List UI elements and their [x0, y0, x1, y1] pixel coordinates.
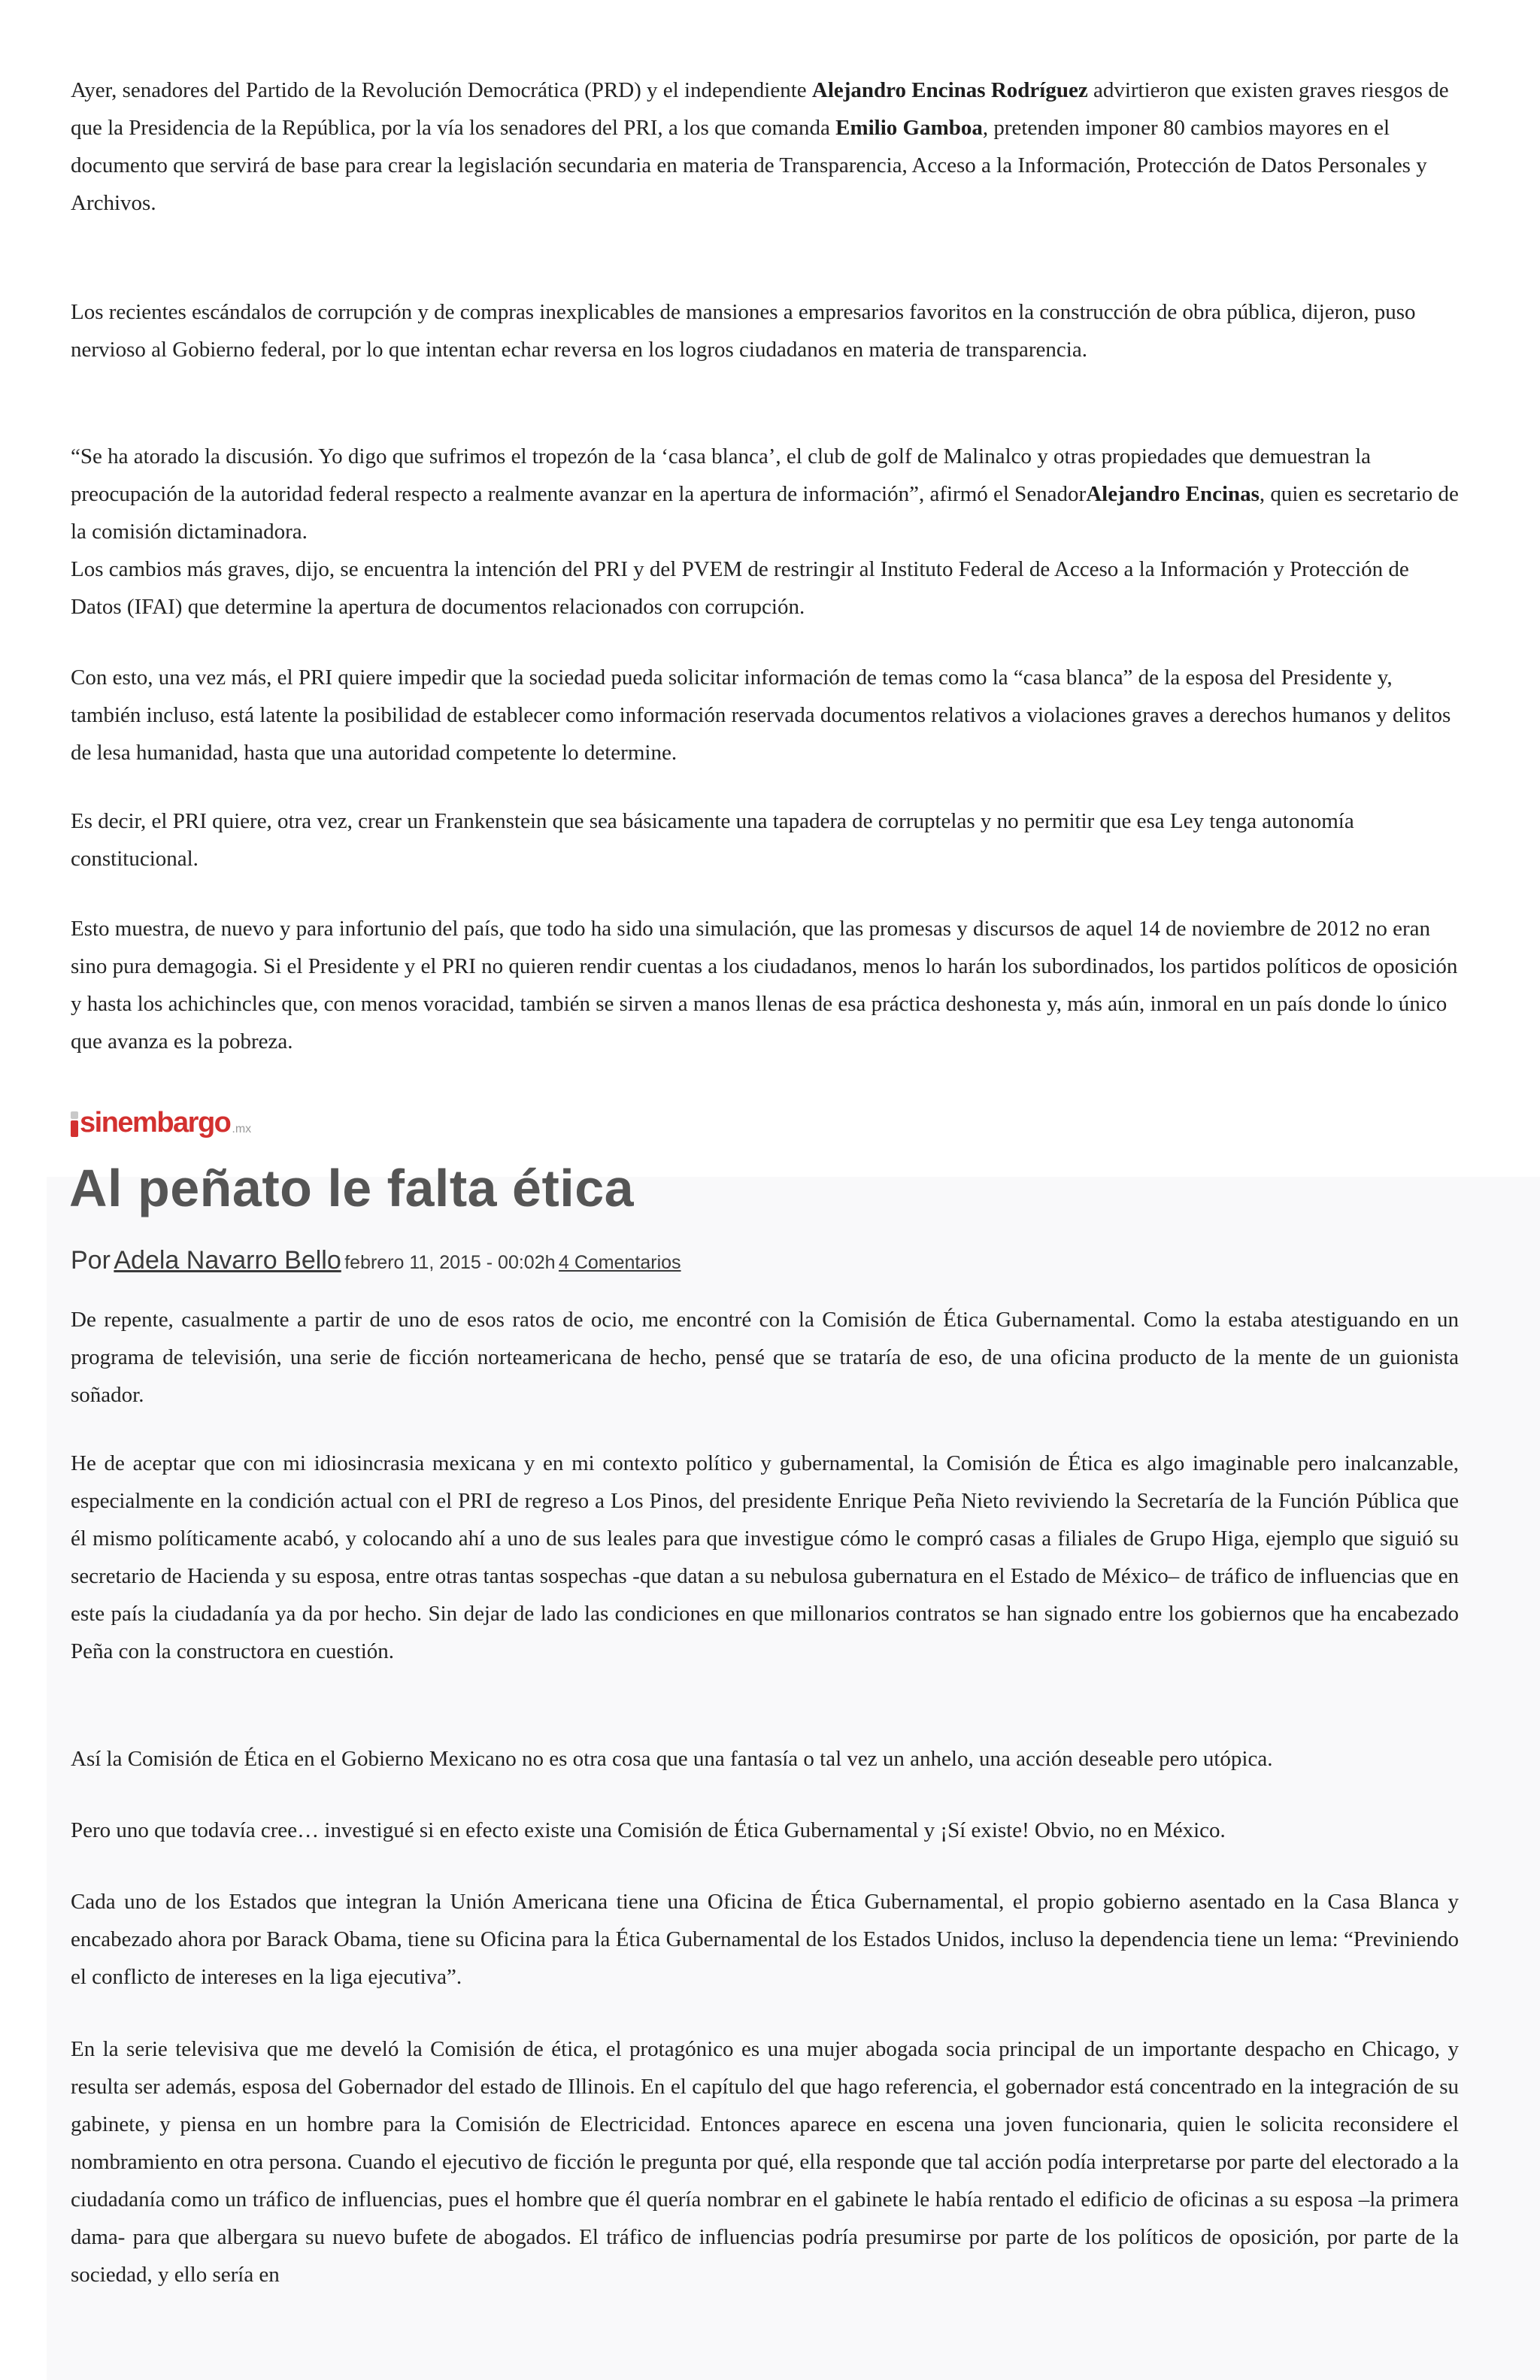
article-paragraph-2: He de aceptar que con mi idiosincrasia mexicana y en mi contexto político y gubernamental, la Comisión de Ética es algo imaginable pero inalcanzable, especialmente en la condición actual con el PRI de regreso a Los Pinos, del presidente Enrique Peña Nieto reviviendo la Secretaría de la Función Pública que él mismo políticamente acabó, y colocando ahí a uno de sus leales para que investigue cómo le compró casas a filiales de Grupo Higa, ejemplo que siguió su secretario de Hacienda y su esposa, entre otras tantas sospechas -que datan a su nebulosa gubernatura en el Estado de México– de tráfico de influencias que en este país la ciudadanía ya da por hecho. Sin dejar de lado las condiciones en que millonarios contratos se han signado entre los gobiernos que ha encabezado Peña con la constructora en cuestión.	[71, 1451, 1459, 1663]
previous-paragraph-5: Con esto, una vez más, el PRI quiere impedir que la sociedad pueda solicitar información de temas como la “casa blanca” de la esposa del Presidente y, también incluso, está latente la posibilidad de establecer como información reservada documentos relativos a violaciones graves a derechos humanos y delitos de lesa humanidad, hasta que una autoridad competente lo determine.	[71, 665, 1451, 765]
person-name: Alejandro Encinas	[1086, 482, 1260, 506]
logo-wordmark: sinembargo	[80, 1107, 231, 1138]
article-title: Al peñato le falta ética	[69, 1159, 635, 1217]
person-name: Emilio Gamboa	[835, 116, 983, 140]
previous-paragraph-7: Esto muestra, de nuevo y para infortunio del país, que todo ha sido una simulación, que las promesas y discursos de aquel 14 de noviembre de 2012 no eran sino pura demagogia. Si el Presidente y el PRI no quieren rendir cuentas a los ciudadanos, menos lo harán los subordinados, los partidos políticos de oposición y hasta los achichincles que, con menos voracidad, también se sirven a manos llenas de esa práctica deshonesta y, más aún, inmoral en un país donde lo único que avanza es la pobreza.	[71, 917, 1458, 1054]
article-paragraph-4: Pero uno que todavía cree… investigué si en efecto existe una Comisión de Ética Gubernamental y ¡Sí existe! Obvio, no en México.	[71, 1818, 1226, 1842]
previous-paragraph-1: Ayer, senadores del Partido de la Revolución Democrática (PRD) y el independiente Alejandro Encinas Rodríguez advirtieron que existen graves riesgos de que la Presidencia de la República, por la vía los senadores del PRI, a los que comanda Emilio Gamboa, pretenden imponer 80 cambios mayores en el documento que servirá de base para crear la legislación secundaria en materia de Transparencia, Acceso a la Información, Protección de Datos Personales y Archivos.	[71, 78, 1449, 215]
previous-paragraph-2: Los recientes escándalos de corrupción y de compras inexplicables de mansiones a empresarios favoritos en la construcción de obra pública, dijeron, puso nervioso al Gobierno federal, por lo que intentan echar reversa en los logros ciudadanos en materia de transparencia.	[71, 300, 1416, 362]
byline-prefix: Por	[71, 1246, 111, 1275]
article-date: febrero 11, 2015 - 00:02h	[344, 1252, 556, 1273]
article-paragraph-1: De repente, casualmente a partir de uno de esos ratos de ocio, me encontré con la Comisión de Ética Gubernamental. Como la estaba atestiguando en un programa de televisión, una serie de ficción norteamericana de hecho, pensé que se trataría de eso, de una oficina producto de la mente de un guionista soñador.	[71, 1308, 1459, 1407]
previous-paragraph-3: “Se ha atorado la discusión. Yo digo que sufrimos el tropezón de la ‘casa blanca’, el club de golf de Malinalco y otras propiedades que demuestran la preocupación de la autoridad federal respecto a realmente avanzar en la apertura de información”, afirmó el SenadorAlejandro Encinas, quien es secretario de la comisión dictaminadora.	[71, 444, 1459, 544]
sinembargo-logo[interactable]	[71, 1102, 251, 1137]
person-name: Alejandro Encinas Rodríguez	[811, 78, 1088, 102]
comments-link[interactable]: 4 Comentarios	[558, 1252, 681, 1273]
article-paragraph-3: Así la Comisión de Ética en el Gobierno Mexicano no es otra cosa que una fantasía o tal vez un anhelo, una acción deseable pero utópica.	[71, 1747, 1273, 1771]
author-link[interactable]: Adela Navarro Bello	[114, 1246, 341, 1275]
article-byline	[71, 1246, 681, 1275]
previous-paragraph-6: Es decir, el PRI quiere, otra vez, crear un Frankenstein que sea básicamente una tapadera de corruptelas y no permitir que esa Ley tenga autonomía constitucional.	[71, 809, 1354, 871]
article-paragraph-6: En la serie televisiva que me develó la Comisión de ética, el protagónico es una mujer abogada socia principal de un importante despacho en Chicago, y resulta ser además, esposa del Gobernador del estado de Illinois. En el capítulo del que hago referencia, el gobernador está concentrado en la integración de su gabinete, y piensa en un hombre para la Comisión de Electricidad. Entonces aparece en escena una joven funcionaria, quien le solicita reconsidere el nombramiento en otra persona. Cuando el ejecutivo de ficción le pregunta por qué, ella responde que tal acción podía interpretarse por parte del electorado a la ciudadanía como un tráfico de influencias, pues el hombre que él quería nombrar en el gabinete le había rentado el edificio de oficinas a su esposa –la primera dama- para que albergara su nuevo bufete de abogados. El tráfico de influencias podría presumirse por parte de los políticos de oposición, por parte de la sociedad, y ello sería en	[71, 2037, 1459, 2287]
article-paragraph-5: Cada uno de los Estados que integran la Unión Americana tiene una Oficina de Ética Gubernamental, el propio gobierno asentado en la Casa Blanca y encabezado ahora por Barack Obama, tiene su Oficina para la Ética Gubernamental de los Estados Unidos, incluso la dependencia tiene un lema: “Previniendo el conflicto de intereses en la liga ejecutiva”.	[71, 1890, 1459, 1989]
previous-paragraph-4: Los cambios más graves, dijo, se encuentra la intención del PRI y del PVEM de restringir al Instituto Federal de Acceso a la Información y Protección de Datos (IFAI) que determine la apertura de documentos relacionados con corrupción.	[71, 557, 1409, 619]
logo-suffix: .mx	[232, 1123, 252, 1135]
sinembargo-logo-mark-icon	[71, 1111, 78, 1137]
